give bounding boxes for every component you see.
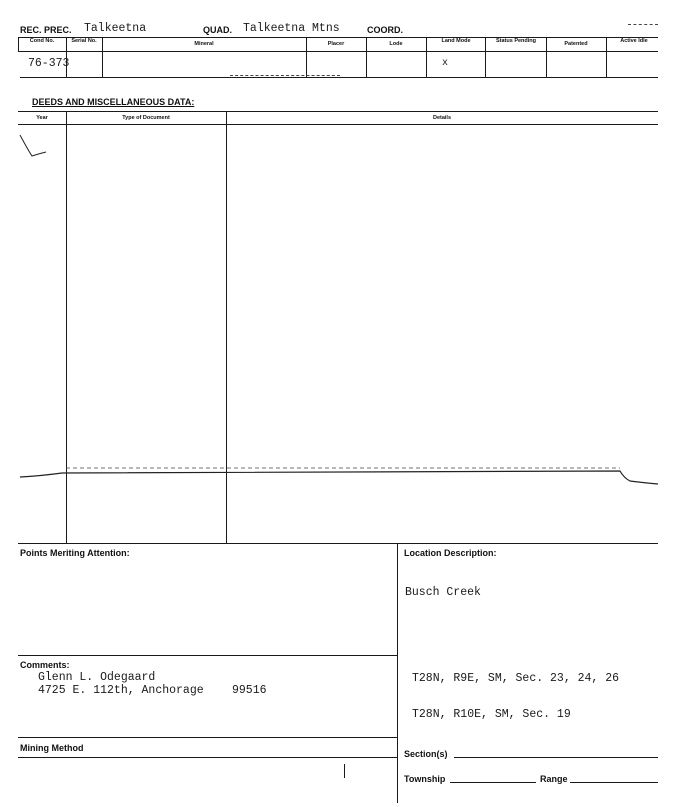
deeds-col-year: Year bbox=[36, 115, 48, 121]
cond-no-value: 76-373 bbox=[28, 57, 70, 70]
sections-label: Section(s) bbox=[404, 749, 448, 759]
col-header-cond: Cond No. bbox=[29, 38, 55, 44]
col-header-lode: Lode bbox=[389, 41, 403, 47]
quad-label: QUAD. bbox=[203, 25, 232, 35]
land-mode-mark: x bbox=[442, 58, 449, 69]
quad-value: Talkeetna Mtns bbox=[243, 22, 340, 35]
lower-divider bbox=[397, 543, 398, 803]
location-line-1: T28N, R9E, SM, Sec. 23, 24, 26 bbox=[412, 672, 620, 685]
location-value: Busch Creek bbox=[405, 586, 481, 599]
points-label: Points Meriting Attention: bbox=[20, 548, 130, 558]
comments-top-rule bbox=[18, 655, 397, 656]
comments-name: Glenn L. Odegaard bbox=[38, 671, 156, 684]
range-field-line bbox=[570, 782, 658, 783]
comments-zip: 99516 bbox=[232, 684, 267, 697]
col-header-patented: Patented bbox=[564, 41, 588, 47]
lower-top-rule bbox=[18, 543, 658, 544]
location-line-2: T28N, R10E, SM, Sec. 19 bbox=[412, 708, 571, 721]
sections-field-line bbox=[454, 757, 658, 758]
rec-prec-value: Talkeetna bbox=[84, 22, 147, 35]
deeds-title: DEEDS AND MISCELLANEOUS DATA: bbox=[32, 97, 195, 107]
mining-method-label: Mining Method bbox=[20, 743, 84, 753]
mining-method-bottom-rule bbox=[18, 757, 397, 758]
col-header-mineral: Mineral bbox=[194, 41, 214, 47]
rec-prec-label: REC. PREC. bbox=[20, 25, 72, 35]
mining-method-top-rule bbox=[18, 737, 397, 738]
col-header-status-pending: Status Pending bbox=[495, 38, 537, 44]
township-field-line bbox=[450, 782, 536, 783]
col-header-placer: Placer bbox=[327, 41, 345, 47]
pen-mark bbox=[344, 764, 345, 778]
location-label: Location Description: bbox=[404, 548, 497, 558]
comments-label: Comments: bbox=[20, 660, 70, 670]
range-label: Range bbox=[540, 774, 568, 784]
comments-address: 4725 E. 112th, Anchorage bbox=[38, 684, 204, 697]
deeds-col-details: Details bbox=[432, 115, 452, 121]
coord-label: COORD. bbox=[367, 25, 403, 35]
col-header-active-idle: Active Idle bbox=[620, 38, 648, 44]
col-header-land-mode: Land Mode bbox=[441, 38, 471, 44]
township-label: Township bbox=[404, 774, 446, 784]
deeds-col-type: Type of Document bbox=[122, 115, 170, 121]
col-header-serial: Serial No. bbox=[71, 38, 97, 44]
